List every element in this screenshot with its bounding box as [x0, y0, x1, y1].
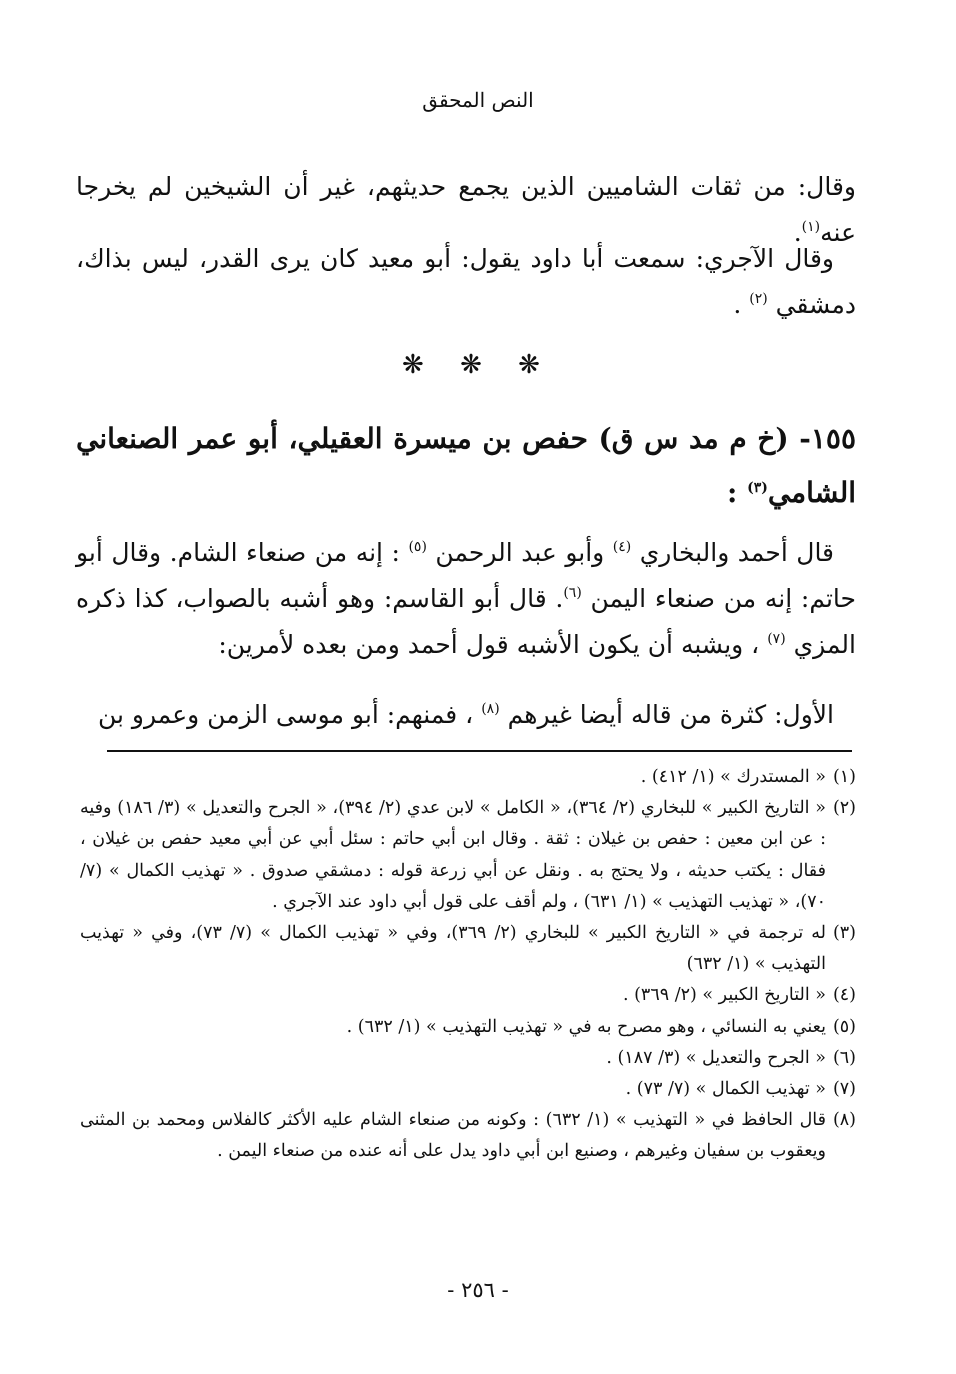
paragraph-text: قال أحمد والبخاري: [631, 538, 835, 567]
footnotes: [80, 762, 856, 1168]
paragraph-text: ، ويشبه أن يكون الأشبه قول أحمد ومن بعده لأمرين:: [218, 630, 768, 659]
footnote-ref-2[interactable]: (٢): [749, 291, 768, 307]
paragraph-text: . قال أبو القاسم: وهو أشبه بالصواب، كذا ذكره المزي: [76, 584, 856, 659]
footnote-ref-5[interactable]: (٥): [408, 539, 427, 555]
footnote-divider: [107, 750, 852, 752]
paragraph-origin: [76, 530, 856, 668]
footnote-text: « التاريخ الكبير » للبخاري (٢/ ٣٦٤)، « الكامل » لابن عدي (٢/ ٣٩٤)، « الجرح والتعديل » (٣/ ١٨٦) وفيه : عن ابن معين : حفص بن غيلان : ثقة . وقال ابن أبي حاتم : سئل أبي عن أبي معيد حفص بن غيلان ، فقال : يكتب حديثه ، ولا يحتج به . ونقل عن أبي زرعة قوله : دمشقي صدوق . « تهذيب الكمال » (٧/ ٧٠)، « تهذيب التهذيب » (١/ ٦٣١) ، ولم أقف على قول أبي داود عند الآجري .: [80, 798, 826, 912]
paragraph-ajurri: [76, 236, 856, 328]
paragraph-text: وأبو عبد الرحمن: [426, 538, 613, 567]
footnote-ref-4[interactable]: (٤): [612, 539, 632, 555]
section-separator: ❋ ❋ ❋: [402, 350, 554, 380]
footnote-ref-7[interactable]: (٧): [767, 631, 786, 647]
footnote-ref-1[interactable]: (١): [801, 219, 821, 235]
paragraph-first-reason: [76, 692, 856, 738]
footnote-item: [80, 980, 856, 1011]
footnote-text: له ترجمة في « التاريخ الكبير » للبخاري (٢/ ٣٦٩)، وفي « تهذيب الكمال » (٧/ ٧٣)، وفي « تهذيب التهذيب » (١/ ٦٣٢): [80, 923, 827, 975]
footnote-ref-6[interactable]: (٦): [563, 585, 582, 601]
footnote-ref-8[interactable]: (٨): [481, 701, 500, 717]
footnote-ref-3[interactable]: (٣): [747, 480, 768, 496]
paragraph-end: .: [793, 218, 802, 247]
footnote-text: قال الحافظ في « التهذيب » (١/ ٦٣٢) : وكونه من صنعاء الشام عليه الأكثر كالفلاس ومحمد بن المثنى ويعقوب بن سفيان وغيرهم ، وصنيع ابن أبي داود يدل على أنه عنده من صنعاء اليمن .: [80, 1110, 826, 1162]
footnote-number: (٤): [832, 985, 856, 1006]
paragraph-end: .: [733, 290, 750, 319]
footnote-number: (٣): [832, 923, 856, 944]
paragraph-text: : إنه من صنعاء الشام. وقال أبو حاتم: إنه من صنعاء اليمن: [76, 538, 856, 613]
footnote-item: [80, 1105, 856, 1167]
footnote-item: [80, 1074, 856, 1105]
entry-title: ١٥٥- (خ م مد س ق) حفص بن ميسرة العقيلي، أبو عمر الصنعاني الشامي: [76, 422, 856, 509]
footnote-text: « التاريخ الكبير » (٢/ ٣٦٩) .: [622, 985, 826, 1006]
footnote-text: « تهذيب الكمال » (٧/ ٧٣) .: [625, 1079, 826, 1100]
footnote-number: (٢): [832, 798, 856, 819]
footnote-item: [80, 1012, 856, 1043]
entry-title-end: :: [726, 476, 748, 509]
footnote-number: (٧): [832, 1079, 856, 1100]
footnote-number: (٥): [832, 1016, 856, 1037]
footnote-number: (١): [832, 767, 856, 787]
footnote-number: (٦): [832, 1047, 856, 1068]
footnote-text: يعني به النسائي ، وهو مصرح به في « تهذيب التهذيب » (١/ ٦٣٢) .: [346, 1016, 826, 1037]
footnote-number: (٨): [832, 1110, 856, 1131]
entry-heading: [76, 412, 856, 520]
running-head: النص المحقق: [422, 88, 534, 112]
footnote-text: « الجرح والتعديل » (٣/ ١٨٧) .: [606, 1047, 826, 1068]
paragraph-text: الأول: كثرة من قاله أيضا غيرهم: [499, 700, 834, 729]
footnote-item: [80, 1043, 856, 1074]
page-number: - ٢٥٦ -: [447, 1278, 509, 1302]
footnote-item: [80, 762, 856, 793]
paragraph-text: وقال: من ثقات الشاميين الذين يجمع حديثهم، غير أن الشيخين لم يخرجا عنه: [76, 172, 856, 247]
paragraph-text: ، فمنهم: أبو موسى الزمن وعمرو بن: [97, 700, 482, 729]
paragraph-text: وقال الآجري: سمعت أبا داود يقول: أبو معيد كان يرى القدر، ليس بذاك، دمشقي: [76, 244, 856, 319]
footnote-text: « المستدرك » (١/ ٤١٢) .: [640, 767, 826, 787]
footnote-item: [80, 918, 856, 980]
footnote-item: [80, 793, 856, 918]
